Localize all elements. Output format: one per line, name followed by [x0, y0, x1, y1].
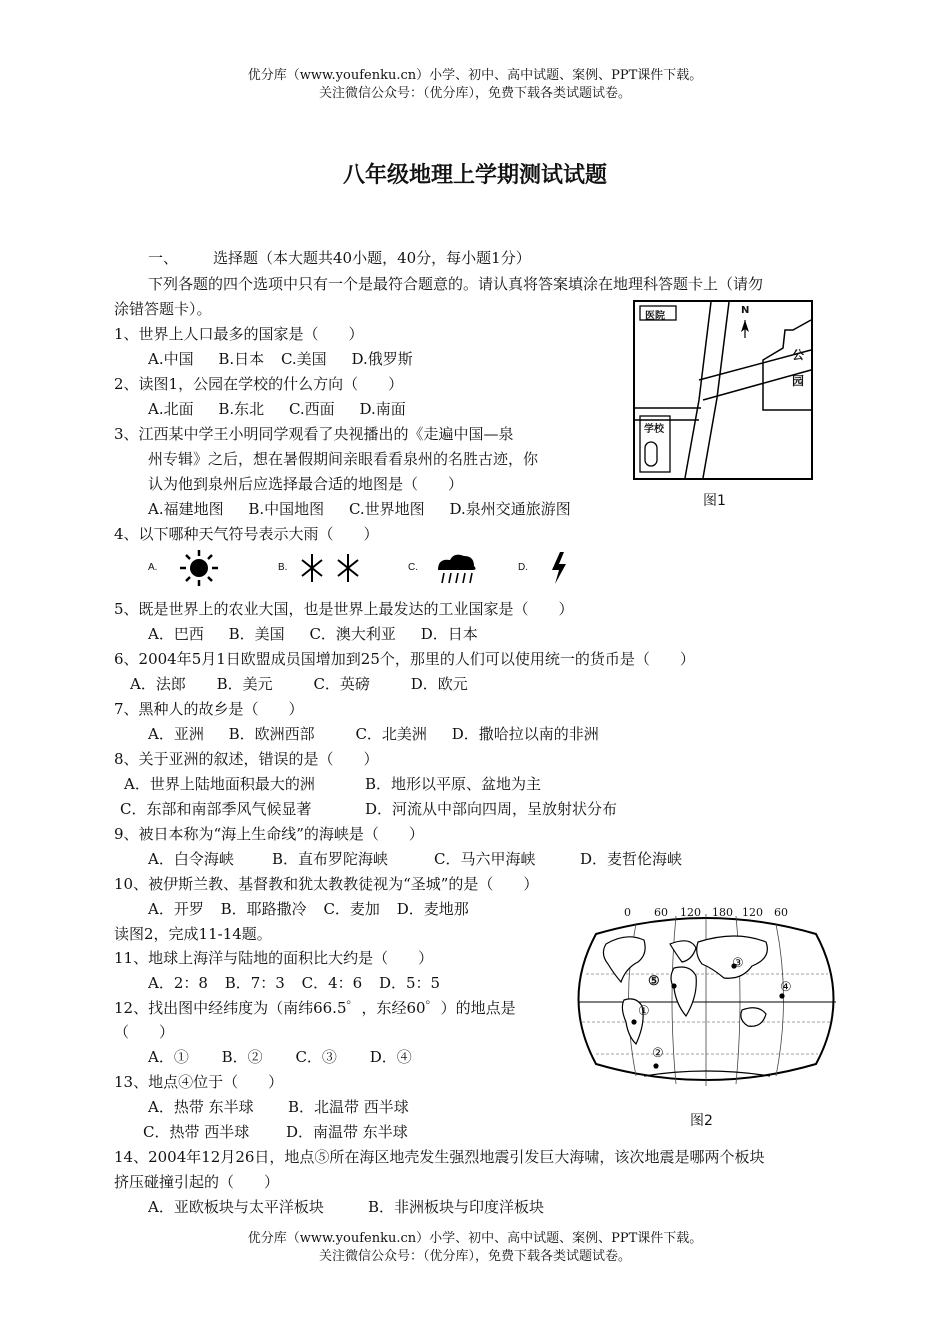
- question-1-options: [148, 347, 413, 371]
- figure-2-world-map: [566, 904, 846, 1094]
- question-14-stem-2: 挤压碰撞引起的（ ）: [114, 1173, 280, 1191]
- q4-option-b: [278, 548, 378, 588]
- q13-option-a: A．热带 东半球: [148, 1098, 254, 1116]
- question-3-stem-2: 州专辑》之后，想在暑假期间亲眼看看泉州的名胜古迹，你: [148, 450, 539, 468]
- q10-option-a: A．开罗: [148, 900, 204, 918]
- q7-option-d: D．撒哈拉以南的非洲: [451, 725, 599, 743]
- question-2-stem: 2、读图1，公园在学校的什么方向（ ）: [114, 375, 404, 393]
- question-12-options: [148, 1045, 412, 1069]
- q4-option-b-label: B.: [278, 562, 288, 573]
- figure-1-park-label-2: 园: [792, 374, 805, 388]
- question-10-stem: 10、被伊斯兰教、基督教和犹太教教徒视为“圣城”的是（ ）: [114, 875, 539, 893]
- q6-option-b: B．美元: [216, 675, 273, 693]
- question-8-stem: 8、关于亚洲的叙述，错误的是（ ）: [114, 750, 379, 768]
- question-14-stem-1: 14、2004年12月26日，地点⑤所在海区地壳发生强烈地震引发巨大海啸，该次地震是哪两个板块: [114, 1148, 765, 1166]
- north-icon: N: [741, 305, 750, 316]
- q2-option-a: A.北面: [148, 400, 194, 418]
- figure-2-tick-1: 60: [654, 906, 668, 919]
- figure-2-caption: 图2: [690, 1113, 713, 1129]
- q12-option-d: D．④: [369, 1048, 412, 1066]
- question-3-stem-3: 认为他到泉州后应选择最合适的地图是（ ）: [148, 475, 464, 493]
- q9-option-d: D．麦哲伦海峡: [580, 850, 683, 868]
- question-4-stem: 4、以下哪种天气符号表示大雨（ ）: [114, 525, 379, 543]
- q3-option-b: B.中国地图: [248, 500, 325, 518]
- q1-option-a: A.中国: [148, 350, 194, 368]
- q3-option-a: A.福建地图: [148, 500, 224, 518]
- q13-option-d: D．南温带 东半球: [286, 1123, 408, 1141]
- snow-icon: [298, 550, 368, 586]
- figure-1-caption: 图1: [703, 493, 726, 509]
- q4-option-a: [148, 548, 228, 588]
- q4-option-a-label: A.: [148, 562, 158, 573]
- q8-option-a: A．世界上陆地面积最大的洲: [124, 775, 315, 793]
- question-5-options: [148, 622, 478, 646]
- figure-2-tick-0: 0: [624, 906, 631, 919]
- question-13-stem: 13、地点④位于（ ）: [114, 1073, 284, 1091]
- section-number: 一、: [148, 249, 179, 267]
- q12-option-c: C．③: [295, 1048, 337, 1066]
- q1-option-b: B.日本: [218, 350, 265, 368]
- figure-1-map: [633, 300, 813, 480]
- question-9-stem: 9、被日本称为“海上生命线”的海峡是（ ）: [114, 825, 424, 843]
- figure-2-tick-2: 120: [680, 906, 701, 919]
- q10-option-c: C．麦加: [323, 900, 380, 918]
- q4-option-c: [408, 548, 488, 588]
- question-12-stem-2: （ ）: [114, 1023, 175, 1041]
- page-title: 八年级地理上学期测试试题: [342, 163, 607, 188]
- question-6-stem: 6、2004年5月1日欧盟成员国增加到25个，那里的人们可以使用统一的货币是（ ）: [114, 650, 695, 668]
- q10-option-b: B．耶路撒冷: [220, 900, 307, 918]
- q9-option-c: C．马六甲海峡: [434, 850, 536, 868]
- q2-option-b: B.东北: [218, 400, 265, 418]
- q8-option-d: D．河流从中部向四周，呈放射状分布: [365, 800, 618, 818]
- section-heading: 选择题（本大题共40小题，40分，每小题1分）: [213, 249, 531, 267]
- footer-line-2: 关注微信公众号：（优分库），免费下载各类试题试卷。: [318, 1249, 631, 1264]
- figure-2-point-1: ①: [638, 1004, 650, 1019]
- q14-option-b: B．非洲板块与印度洋板块: [368, 1198, 545, 1216]
- figure-2-tick-3: 180: [712, 906, 733, 919]
- header-line-2: 关注微信公众号：（优分库），免费下载各类试题试卷。: [318, 86, 631, 101]
- question-10-options: [148, 897, 469, 921]
- figure-2-point-4: ④: [780, 980, 792, 995]
- question-6-options: [130, 672, 468, 696]
- figure-1-park-label-1: 公: [792, 348, 805, 362]
- q13-option-b: B．北温带 西半球: [288, 1098, 409, 1116]
- q11-option-c: C．4：6: [301, 974, 363, 992]
- figure-2-point-3: ③: [732, 956, 744, 971]
- q14-option-a: A．亚欧板块与太平洋板块: [148, 1198, 324, 1216]
- q2-option-c: C.西面: [288, 400, 335, 418]
- q12-option-b: B．②: [221, 1048, 263, 1066]
- q7-option-c: C．北美洲: [355, 725, 427, 743]
- q5-option-d: D．日本: [420, 625, 478, 643]
- q7-option-b: B．欧洲西部: [228, 725, 315, 743]
- figure-2-svg: [566, 904, 846, 1094]
- question-5-stem: 5、既是世界上的农业大国，也是世界上最发达的工业国家是（ ）: [114, 600, 574, 618]
- figure-1-hospital-label: 医院: [645, 311, 665, 322]
- q9-option-a: A．白令海峡: [148, 850, 234, 868]
- question-7-options: [148, 722, 599, 746]
- q8-option-c: C．东部和南部季风气候显著: [120, 800, 312, 818]
- figure-2-point-2: ②: [652, 1046, 664, 1061]
- q11-option-d: D．5：5: [378, 974, 441, 992]
- q6-option-a: A．法郎: [130, 675, 186, 693]
- q8-option-b: B．地形以平原、盆地为主: [365, 775, 542, 793]
- q5-option-b: B．美国: [228, 625, 285, 643]
- figure-1-school-label: 学校: [644, 424, 664, 435]
- q1-option-c: C.美国: [280, 350, 327, 368]
- question-3-options: [148, 497, 571, 521]
- figure-2-tick-4: 120: [742, 906, 763, 919]
- question-3-stem-1: 3、江西某中学王小明同学观看了央视播出的《走遍中国—泉: [114, 425, 514, 443]
- figure-2-point-5: ⑤: [648, 974, 660, 989]
- q6-option-c: C．英磅: [313, 675, 370, 693]
- q10-option-d: D．麦地那: [396, 900, 469, 918]
- lightning-icon: [546, 550, 572, 586]
- q3-option-d: D.泉州交通旅游图: [449, 500, 571, 518]
- q4-option-d: [518, 548, 578, 588]
- figure-1-svg: [633, 300, 813, 480]
- q3-option-c: C.世界地图: [348, 500, 425, 518]
- q13-option-c: C．热带 西半球: [143, 1123, 250, 1141]
- q5-option-c: C．澳大利亚: [309, 625, 396, 643]
- question-11-stem: 11、地球上海洋与陆地的面积比大约是（ ）: [114, 949, 434, 967]
- figure-2-tick-5: 60: [774, 906, 788, 919]
- q9-option-b: B．直布罗陀海峡: [272, 850, 389, 868]
- q12-option-a: A．①: [148, 1048, 189, 1066]
- read-figure-2-instruction: 读图2，完成11-14题。: [114, 925, 272, 943]
- q7-option-a: A．亚洲: [148, 725, 204, 743]
- section-intro-1: 下列各题的四个选项中只有一个是最符合题意的。请认真将答案填涂在地理科答题卡上（请勿: [148, 275, 764, 293]
- question-12-stem-1: 12、找出图中经纬度为（南纬66.5゜，东经60゜）的地点是: [114, 999, 516, 1017]
- section-intro-2: 涂错答题卡）。: [114, 300, 212, 318]
- q11-option-b: B．7：3: [224, 974, 285, 992]
- q4-option-c-label: C.: [408, 562, 418, 573]
- q1-option-d: D.俄罗斯: [351, 350, 413, 368]
- header-line-1: 优分库（www.youfenku.cn）小学、初中、高中试题、案例、PPT课件下载。: [247, 68, 703, 83]
- question-7-stem: 7、黑种人的故乡是（ ）: [114, 700, 304, 718]
- question-1-stem: 1、世界上人口最多的国家是（ ）: [114, 325, 364, 343]
- q6-option-d: D．欧元: [410, 675, 468, 693]
- sun-icon: [174, 548, 224, 588]
- question-2-options: [148, 397, 406, 421]
- q11-option-a: A．2：8: [148, 974, 208, 992]
- question-11-options: [148, 971, 440, 995]
- heavy-rain-icon: [432, 550, 482, 586]
- q4-option-d-label: D.: [518, 562, 528, 573]
- q5-option-a: A．巴西: [148, 625, 204, 643]
- footer-line-1: 优分库（www.youfenku.cn）小学、初中、高中试题、案例、PPT课件下载。: [247, 1231, 703, 1246]
- q2-option-d: D.南面: [359, 400, 406, 418]
